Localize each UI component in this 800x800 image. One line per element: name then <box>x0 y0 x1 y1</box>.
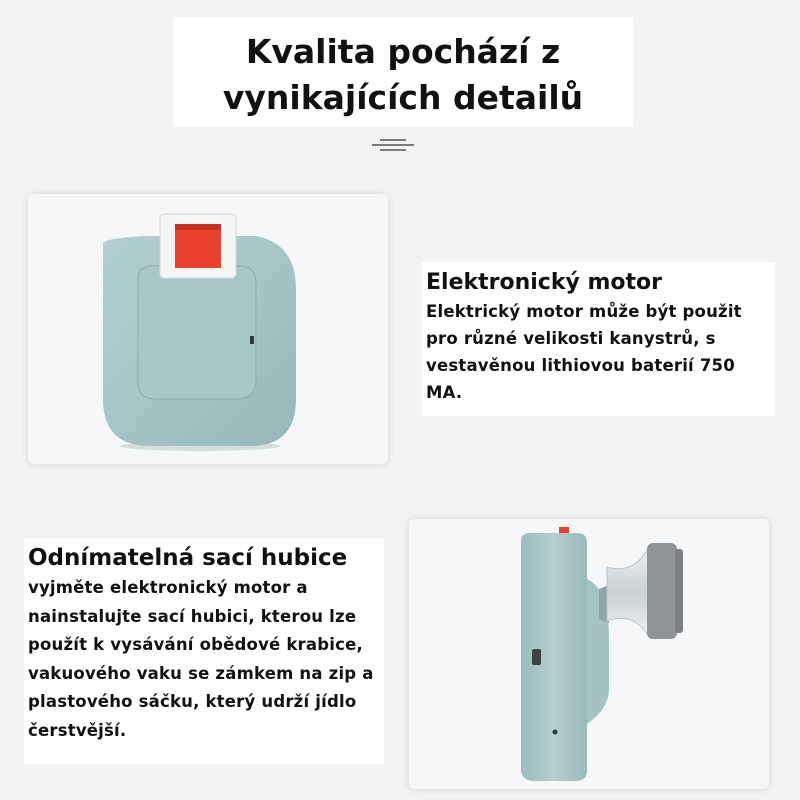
title-line-2: vynikajících detailů <box>222 78 584 117</box>
nozzle-feature-box <box>24 538 384 764</box>
motor-description: Elektrický motor může být použit pro různé velikosti kanystrů, s vestavěnou lithiovou baterií 750 MA. <box>426 302 742 402</box>
nozzle-product-photo <box>409 519 769 789</box>
motor-feature-box <box>422 262 775 416</box>
title-banner <box>173 17 633 127</box>
nozzle-description: vyjměte elektronický motor a nainstalujte sací hubici, kterou lze použít k vysávání obědové krabice, vakuového vaku se zámkem na zip a plastového sáčku, který udrží jídlo čerstvější. <box>28 578 374 740</box>
motor-product-photo <box>28 194 388 464</box>
motor-heading: Elektronický motor <box>426 270 662 295</box>
nozzle-heading: Odnímatelná sací hubice <box>28 545 348 571</box>
nozzle-side-illustration <box>409 519 769 789</box>
menu-lines-icon <box>372 138 414 152</box>
motor-front-illustration <box>28 194 388 464</box>
title-line-1: Kvalita pochází z <box>245 32 561 71</box>
